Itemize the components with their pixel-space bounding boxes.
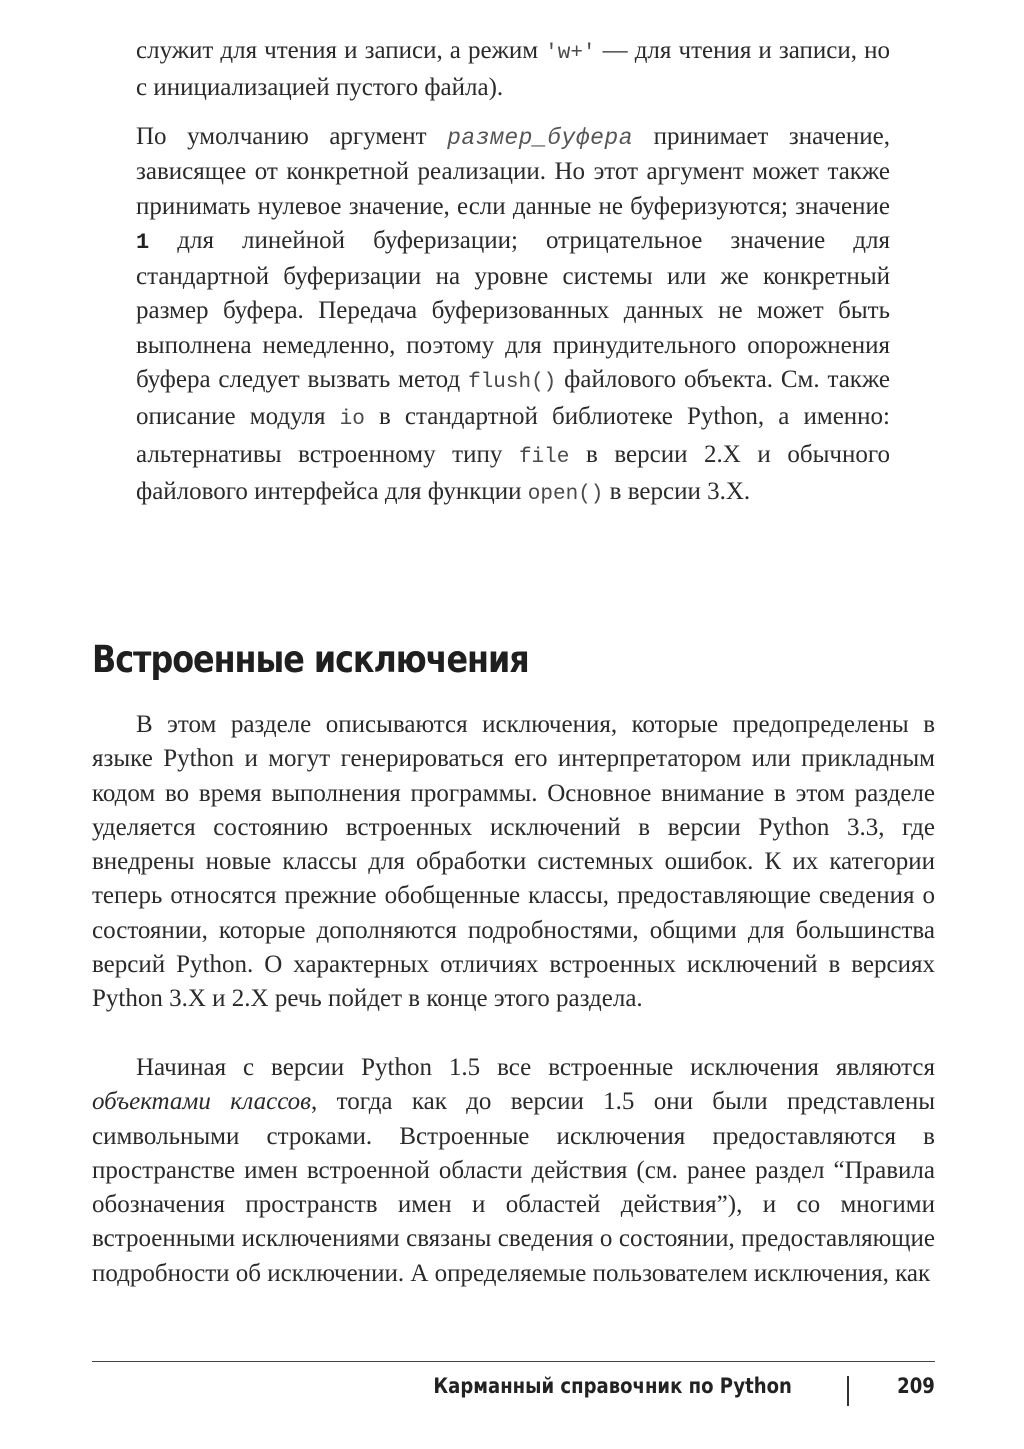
code-io: io — [339, 408, 365, 432]
footer-book-title: Карманный справочник по Python — [433, 1374, 792, 1398]
text-run: в версии 2.X и обычного файлового интерфейса для функции — [136, 440, 890, 505]
text-run: Начиная с версии Python 1.5 все встроенные исключения являются — [136, 1054, 935, 1081]
text-run: принимает значение, зависящее от конкретной реализации. Но этот аргумент может также принимать нулевое значение, если данные не буферизуются; значение — [136, 123, 890, 220]
code-open: open() — [527, 482, 604, 506]
code-value-one: 1 — [136, 229, 150, 255]
continuation-paragraph — [136, 34, 890, 106]
text-run: для линейной буферизации; отрицательное значение для стандартной буферизации на уровне системы или же конкретный размер буфера. Передача буферизованных данных не может быть выполнена немедленно, поэтому для принудительного опорожнения буфера следует вызвать метод — [136, 226, 890, 394]
text-run: По умолчанию аргумент — [136, 123, 448, 150]
buffer-size-paragraph — [136, 120, 890, 512]
text-run: в версии 3.X. — [603, 477, 751, 505]
section-paragraph-2 — [92, 1051, 935, 1291]
code-file: file — [518, 445, 570, 469]
text-run: файлового объекта. См. также описание модуля — [136, 366, 890, 431]
text-run: , тогда как до версии 1.5 они были представлены символьными строками. Встроенные исключения предоставляются в пространстве имен встроенной области действия (см. ранее раздел “Правила обозначения пространств имен и областей действия”), и со многими встроенными исключениями связаны сведения о состоянии, предоставляющие подробности об исключении. А определяемые пользователем исключения, как — [92, 1088, 935, 1287]
emphasis-class-objects: объектами классов — [92, 1088, 312, 1116]
code-flush: flush() — [468, 371, 557, 395]
footer-separator — [847, 1376, 849, 1406]
page-number: 209 — [897, 1374, 935, 1398]
text-run: — для чтения и записи, но с инициализацией пустого файла). — [136, 37, 890, 102]
argument-buffer-size: размер_буфера — [447, 125, 634, 151]
code-mode-w-plus: 'w+' — [545, 42, 596, 65]
section-heading: Встроенные исключения — [92, 638, 529, 681]
section-paragraph-1: В этом разделе описываются исключения, которые предопределены в языке Python и могут генерироваться его интерпретатором или прикладным кодом во время выполнения программы. Основное внимание в этом разделе уделяется состоянию встроенных исключений в версии Python 3.3, где внедрены новые классы для обработки системных ошибок. К их категории теперь относятся прежние обобщенные классы, предоставляющие сведения о состоянии, которые дополняются подробностями, общими для большинства версий Python. О характерных отличиях встроенных исключений в версиях Python 3.X и 2.X речь пойдет в конце этого раздела. — [92, 711, 935, 1013]
text-run: служит для чтения и записи, а режим — [136, 37, 546, 64]
text-run: в стандартной библиотеке Python, а именно: альтернативы встроенному типу — [136, 403, 890, 468]
footer-rule — [92, 1361, 935, 1362]
